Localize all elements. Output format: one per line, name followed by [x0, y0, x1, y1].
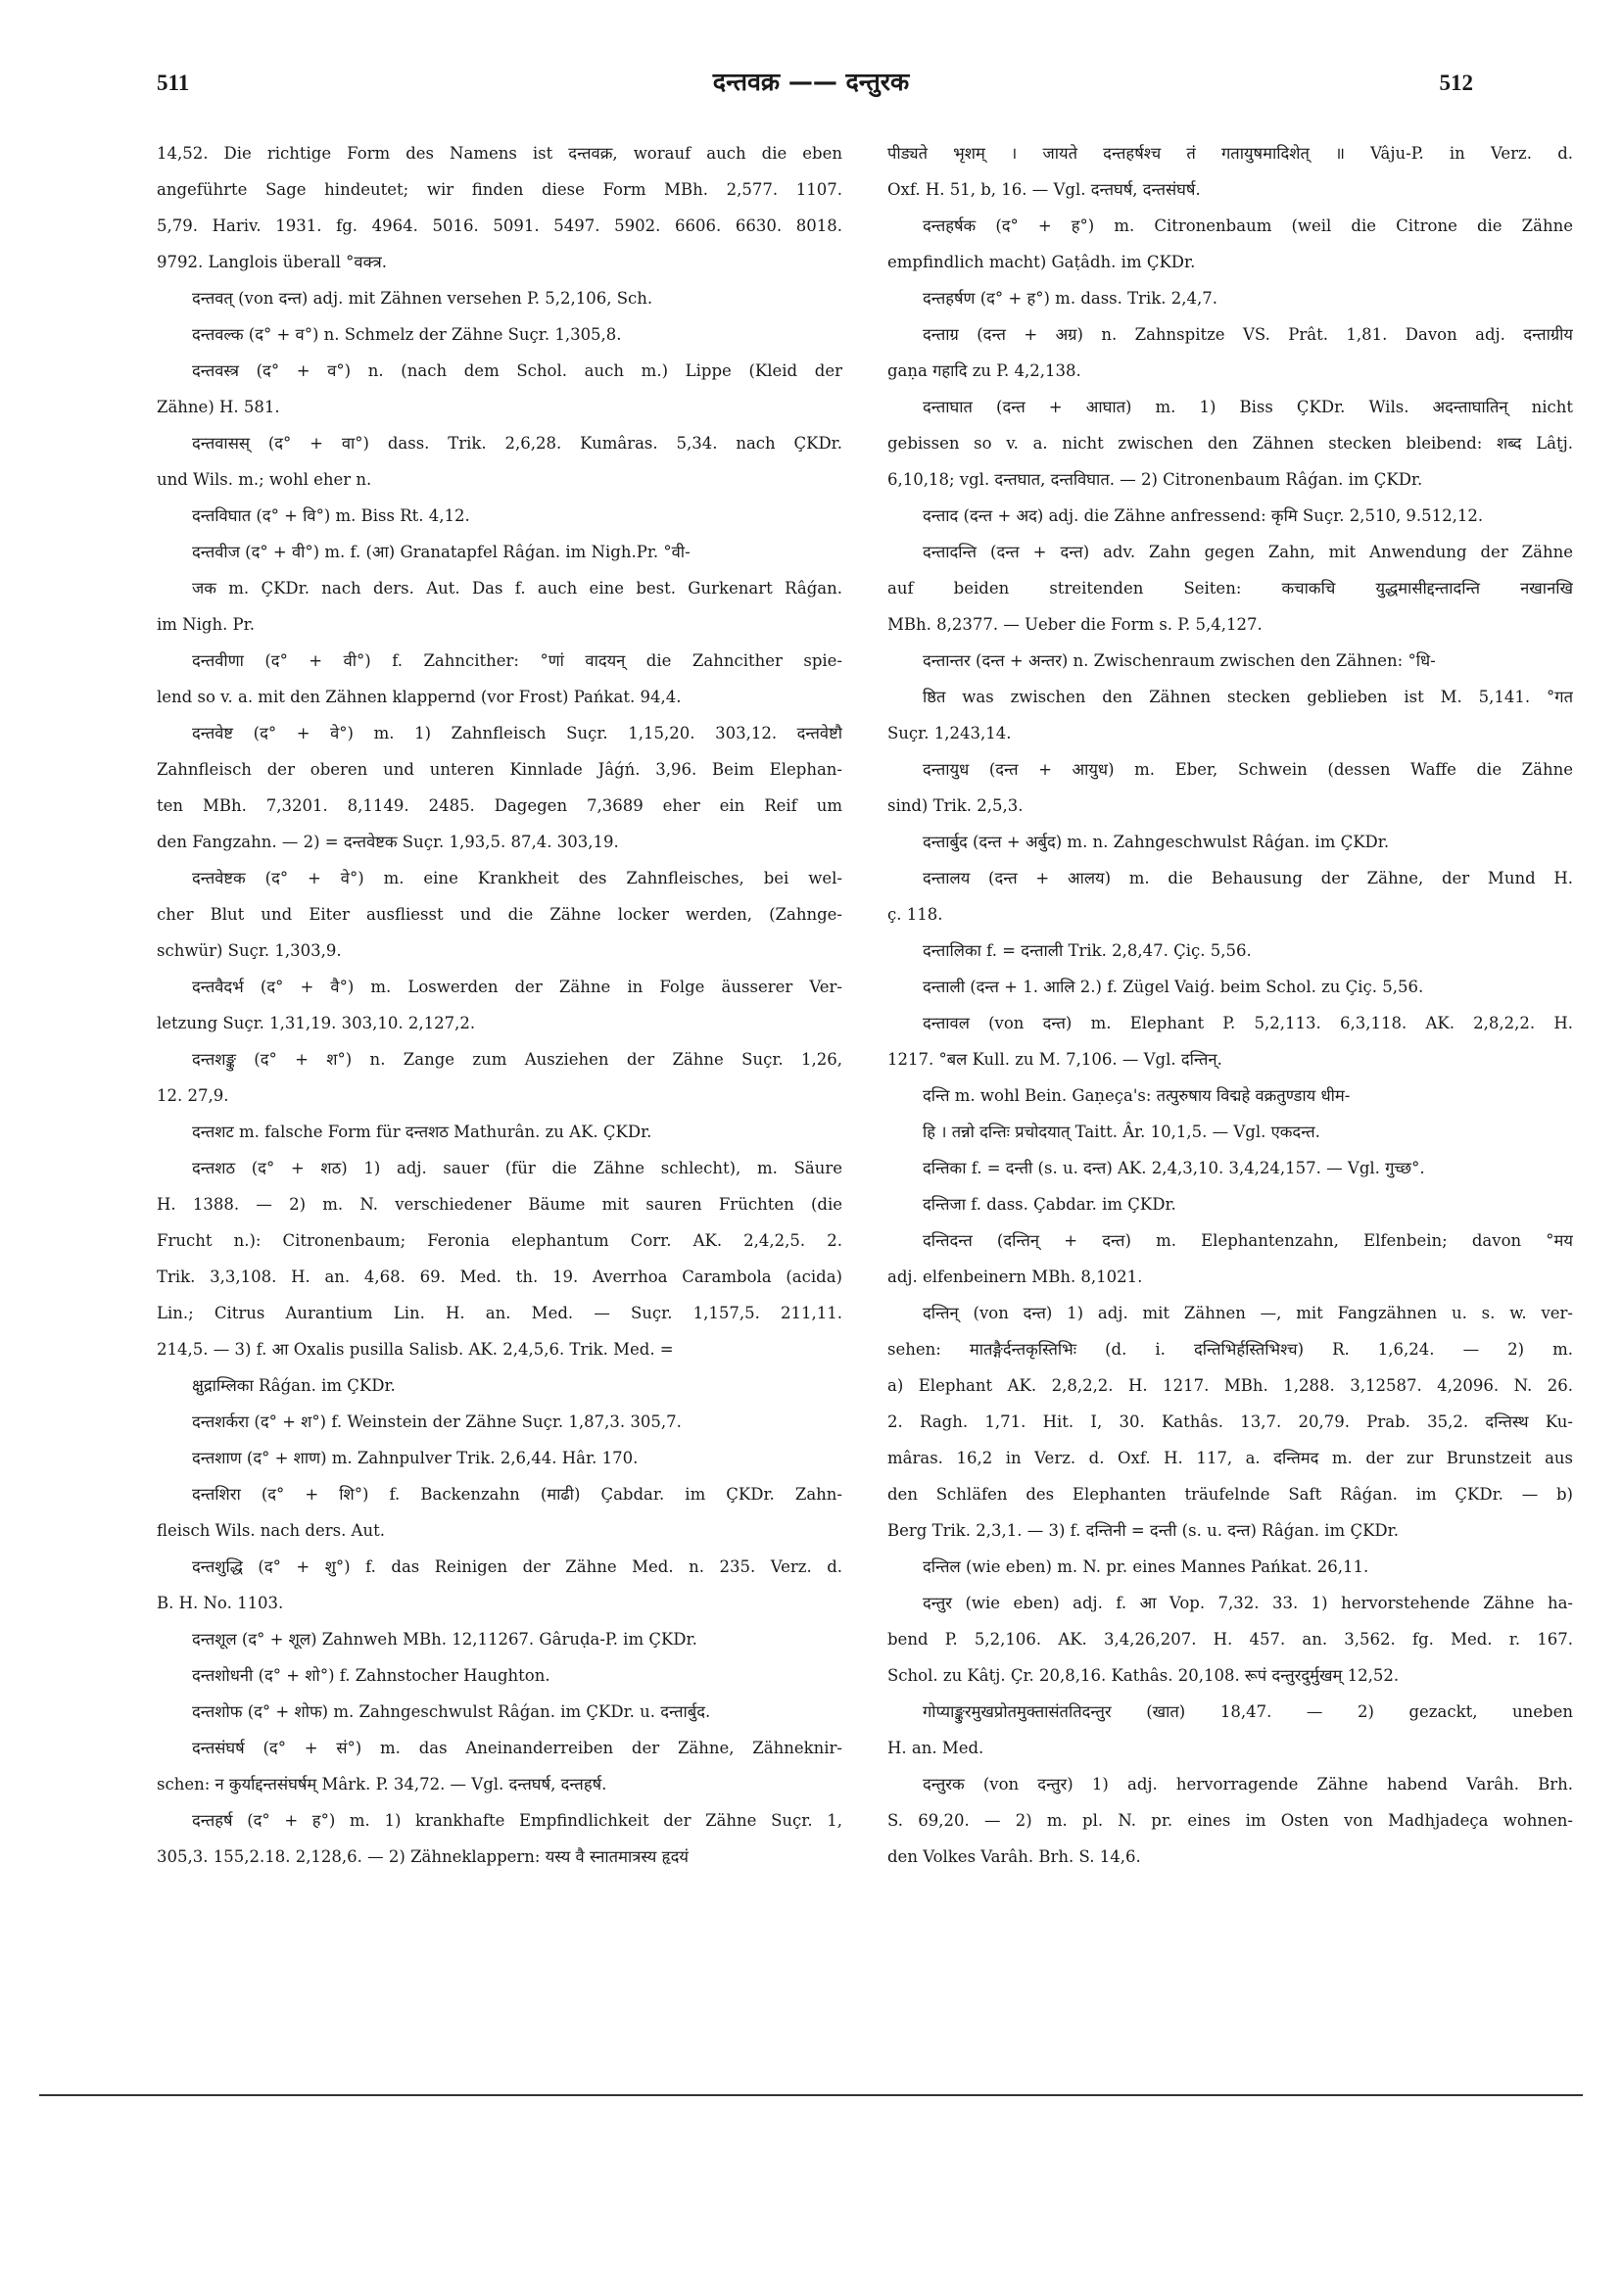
text-line: दन्तहर्ष (द° + ह°) m. 1) krankhafte Empfindlichkeit der Zähne Suçr. 1,: [192, 1811, 842, 1830]
text-line: H. an. Med.: [887, 1739, 984, 1757]
text-line: gebissen so v. a. nicht zwischen den Zähnen stecken bleibend: शब्द Lâṭj.: [887, 434, 1573, 453]
text-line: Berg Trik. 2,3,1. — 3) f. दन्तिनी = दन्ती (s. u. दन्त) Râǵan. im ÇKDr.: [887, 1521, 1399, 1540]
text-line: दन्तवेष्टक (द° + वे°) m. eine Krankheit des Zahnfleisches, bei wel-: [192, 869, 842, 887]
text-line: gaṇa गहादि zu P. 4,2,138.: [887, 361, 1081, 380]
text-line: दन्तिल (wie eben) m. N. pr. eines Mannes Pańkat. 26,11.: [923, 1557, 1369, 1576]
text-line: Trik. 3,3,108. H. an. 4,68. 69. Med. th. 19. Averrhoa Carambola (acida): [157, 1268, 842, 1286]
text-line: दन्ताग्र (दन्त + अग्र) n. Zahnspitze VS. Prât. 1,81. Davon adj. दन्ताग्रीय: [923, 325, 1573, 344]
right-column: [887, 135, 1573, 1875]
text-line: 5,79. Hariv. 1931. fg. 4964. 5016. 5091. 5497. 5902. 6606. 6630. 8018.: [157, 216, 842, 235]
text-line: ten MBh. 7,3201. 8,1149. 2485. Dagegen 7,3689 eher ein Reif um: [157, 796, 842, 815]
text-line: schwür) Suçr. 1,303,9.: [157, 941, 342, 960]
text-line: हि । तन्नो दन्तिः प्रचोदयात् Taitt. Âr. 10,1,5. — Vgl. एकदन्त.: [923, 1123, 1320, 1141]
text-line: दन्तवेष्ट (द° + वे°) m. 1) Zahnfleisch Suçr. 1,15,20. 303,12. दन्तवेष्टौ: [192, 724, 842, 742]
text-line: empfindlich macht) Gaṭâdh. im ÇKDr.: [887, 253, 1196, 271]
text-line: B. H. No. 1103.: [157, 1594, 284, 1612]
text-line: H. 1388. — 2) m. N. verschiedener Bäume mit sauren Früchten (die: [157, 1195, 842, 1214]
text-line: und Wils. m.; wohl eher n.: [157, 470, 372, 489]
text-line: Suçr. 1,243,14.: [887, 724, 1012, 742]
left-column: [157, 135, 842, 1875]
text-line: lend so v. a. mit den Zähnen klappernd (vor Frost) Pańkat. 94,4.: [157, 688, 682, 706]
text-line: 12. 27,9.: [157, 1086, 229, 1105]
text-line: दन्तार्बुद (दन्त + अर्बुद) m. n. Zahngeschwulst Râǵan. im ÇKDr.: [923, 833, 1390, 851]
text-line: दन्तशट m. falsche Form für दन्तशठ Mathurân. zu AK. ÇKDr.: [192, 1123, 652, 1141]
text-line: auf beiden streitenden Seiten: कचाकचि युद्धमासीद्दन्तादन्ति नखानखि: [887, 579, 1573, 598]
text-line: दन्तशठ (द° + शठ) 1) adj. sauer (für die Zähne schlecht), m. Säure: [192, 1159, 842, 1177]
text-line: दन्तशङ्कु (द° + श°) n. Zange zum Ausziehen der Zähne Suçr. 1,26,: [192, 1050, 842, 1069]
text-line: दन्तुरक (von दन्तुर) 1) adj. hervorragende Zähne habend Varâh. Brh.: [923, 1775, 1573, 1794]
text-line: दन्ताली (दन्त + 1. आलि 2.) f. Zügel Vaiǵ. beim Schol. zu Çiç. 5,56.: [923, 978, 1424, 996]
text-line: cher Blut und Eiter ausfliesst und die Zähne locker werden, (Zahnge-: [157, 905, 842, 924]
text-line: den Schläfen des Elephanten träufelnde Saft Râǵan. im ÇKDr. — b): [887, 1485, 1573, 1504]
text-line: 214,5. — 3) f. आ Oxalis pusilla Salisb. AK. 2,4,5,6. Trik. Med. =: [157, 1340, 674, 1359]
text-line: fleisch Wils. nach ders. Aut.: [157, 1521, 385, 1540]
text-line: दन्तशर्करा (द° + श°) f. Weinstein der Zähne Suçr. 1,87,3. 305,7.: [192, 1412, 682, 1431]
text-line: जक m. ÇKDr. nach ders. Aut. Das f. auch eine best. Gurkenart Râǵan.: [192, 579, 842, 598]
page-header: [0, 68, 1622, 110]
text-line: Oxf. H. 51, b, 16. — Vgl. दन्तघर्ष, दन्तसंघर्ष.: [887, 180, 1201, 199]
text-line: sind) Trik. 2,5,3.: [887, 796, 1024, 815]
text-line: दन्तादन्ति (दन्त + दन्त) adv. Zahn gegen Zahn, mit Anwendung der Zähne: [923, 543, 1573, 561]
text-line: क्षुद्राम्लिका Râǵan. im ÇKDr.: [192, 1376, 396, 1395]
text-line: दन्तवैदर्भ (द° + वै°) m. Loswerden der Zähne in Folge äusserer Ver-: [192, 978, 842, 996]
text-line: दन्तवत् (von दन्त) adj. mit Zähnen versehen P. 5,2,106, Sch.: [192, 289, 653, 308]
page-number-left: 511: [157, 71, 190, 95]
text-line: angeführte Sage hindeutet; wir finden diese Form MBh. 2,577. 1107.: [157, 180, 842, 199]
text-line: Zahnfleisch der oberen und unteren Kinnlade Jâǵń. 3,96. Beim Elephan-: [157, 760, 842, 779]
text-line: दन्तशोफ (द° + शोफ) m. Zahngeschwulst Râǵan. im ÇKDr. u. दन्तार्बुद.: [192, 1702, 711, 1721]
text-line: Lin.; Citrus Aurantium Lin. H. an. Med. — Suçr. 1,157,5. 211,11.: [157, 1304, 842, 1322]
text-line: दन्तान्तर (दन्त + अन्तर) n. Zwischenraum zwischen den Zähnen: °धि-: [923, 651, 1436, 670]
text-line: mâras. 16,2 in Verz. d. Oxf. H. 117, a. दन्तिमद m. der zur Brunstzeit aus: [887, 1449, 1573, 1467]
text-line: दन्ताघात (दन्त + आघात) m. 1) Biss ÇKDr. Wils. अदन्ताघातिन् nicht: [923, 398, 1573, 416]
text-line: 9792. Langlois überall °वक्त्र.: [157, 253, 387, 271]
text-line: दन्तुर (wie eben) adj. f. आ Vop. 7,32. 33. 1) hervorstehende Zähne ha-: [923, 1594, 1573, 1612]
text-line: Frucht n.): Citronenbaum; Feronia elephantum Corr. AK. 2,4,2,5. 2.: [157, 1231, 842, 1250]
text-line: दन्तसंघर्ष (द° + सं°) m. das Aneinanderreiben der Zähne, Zähneknir-: [192, 1739, 842, 1757]
text-line: पीड्यते भृशम् । जायते दन्तहर्षश्च तं गतायुषमादिशेत् ॥ Vâju-P. in Verz. d.: [887, 144, 1573, 163]
text-line: Zähne) H. 581.: [157, 398, 280, 416]
page-number-right: 512: [1439, 71, 1473, 95]
text-line: दन्तवीज (द° + वी°) m. f. (आ) Granatapfel Râǵan. im Nigh.Pr. °वी-: [192, 543, 691, 561]
text-line: im Nigh. Pr.: [157, 615, 255, 634]
text-line: दन्तशाण (द° + शाण) m. Zahnpulver Trik. 2,6,44. Hâr. 170.: [192, 1449, 639, 1467]
text-line: दन्तिदन्त (दन्तिन् + दन्त) m. Elephantenzahn, Elfenbein; davon °मय: [923, 1231, 1573, 1250]
text-line: दन्तवस्त्र (द° + व°) n. (nach dem Schol. auch m.) Lippe (Kleid der: [192, 361, 842, 380]
text-line: गोप्याङ्कुरमुखप्रोतमुक्तासंततिदन्तुर (खात) 18,47. — 2) gezackt, uneben: [923, 1702, 1573, 1721]
text-line: den Volkes Varâh. Brh. S. 14,6.: [887, 1847, 1141, 1866]
text-line: दन्तिन् (von दन्त) 1) adj. mit Zähnen —, mit Fangzähnen u. s. w. ver-: [923, 1304, 1573, 1322]
text-line: 2. Ragh. 1,71. Hit. I, 30. Kathâs. 13,7. 20,79. Prab. 35,2. दन्तिस्थ Ku-: [887, 1412, 1573, 1431]
text-line: दन्तालय (दन्त + आलय) m. die Behausung der Zähne, der Mund H.: [923, 869, 1573, 887]
text-line: दन्तिजा f. dass. Çabdar. im ÇKDr.: [923, 1195, 1176, 1214]
text-line: letzung Suçr. 1,31,19. 303,10. 2,127,2.: [157, 1014, 476, 1032]
bottom-rule: [39, 2094, 1583, 2096]
text-line: 1217. °बल Kull. zu M. 7,106. — Vgl. दन्तिन्.: [887, 1050, 1222, 1069]
text-line: 305,3. 155,2.18. 2,128,6. — 2) Zähneklappern: यस्य वै स्नातमात्रस्य हृदयं: [157, 1847, 689, 1866]
text-line: दन्तवीणा (द° + वी°) f. Zahncither: °णां वादयन् die Zahncither spie-: [192, 651, 842, 670]
text-line: दन्ति m. wohl Bein. Gaṇeça's: तत्पुरुषाय विद्महे वक्रतुण्डाय धीम-: [923, 1086, 1351, 1105]
text-line: दन्तायुध (दन्त + आयुध) m. Eber, Schwein (dessen Waffe die Zähne: [923, 760, 1573, 779]
text-line: den Fangzahn. — 2) = दन्तवेष्टक Suçr. 1,93,5. 87,4. 303,19.: [157, 833, 619, 851]
text-line: दन्तालिका f. = दन्ताली Trik. 2,8,47. Çiç. 5,56.: [923, 941, 1252, 960]
text-line: a) Elephant AK. 2,8,2,2. H. 1217. MBh. 1,288. 3,12587. 4,2096. N. 26.: [887, 1376, 1573, 1395]
text-line: schen: न कुर्याद्दन्तसंघर्षम् Mârk. P. 34,72. — Vgl. दन्तघर्ष, दन्तहर्ष.: [157, 1775, 607, 1794]
text-line: दन्तवल्क (द° + व°) n. Schmelz der Zähne Suçr. 1,305,8.: [192, 325, 622, 344]
text-line: 14,52. Die richtige Form des Namens ist दन्तवक्र, worauf auch die eben: [157, 144, 842, 163]
text-line: दन्तविघात (द° + वि°) m. Biss Rt. 4,12.: [192, 506, 470, 525]
text-line: दन्तशूल (द° + शूल) Zahnweh MBh. 12,11267. Gâruḍa-P. im ÇKDr.: [192, 1630, 697, 1649]
text-line: adj. elfenbeinern MBh. 8,1021.: [887, 1268, 1143, 1286]
text-line: दन्तावल (von दन्त) m. Elephant P. 5,2,113. 6,3,118. AK. 2,8,2,2. H.: [923, 1014, 1573, 1032]
text-line: ç. 118.: [887, 905, 943, 924]
running-title: दन्तवक्र —— दन्तुरक: [712, 68, 910, 96]
text-line: दन्तशिरा (द° + शि°) f. Backenzahn (माढी) Çabdar. im ÇKDr. Zahn-: [192, 1485, 842, 1504]
text-line: दन्तवासस् (द° + वा°) dass. Trik. 2,6,28. Kumâras. 5,34. nach ÇKDr.: [192, 434, 842, 453]
text-line: MBh. 8,2377. — Ueber die Form s. P. 5,4,127.: [887, 615, 1263, 634]
text-line: Schol. zu Kâtj. Çr. 20,8,16. Kathâs. 20,108. रूपं दन्तुरदुर्मुखम् 12,52.: [887, 1666, 1400, 1685]
text-line: S. 69,20. — 2) m. pl. N. pr. eines im Osten von Madhjadeça wohnen-: [887, 1811, 1573, 1830]
text-line: bend P. 5,2,106. AK. 3,4,26,207. H. 457. an. 3,562. fg. Med. r. 167.: [887, 1630, 1573, 1649]
text-line: दन्तहर्षण (द° + ह°) m. dass. Trik. 2,4,7.: [923, 289, 1218, 308]
text-line: दन्तहर्षक (द° + ह°) m. Citronenbaum (weil die Citrone die Zähne: [923, 216, 1573, 235]
text-line: 6,10,18; vgl. दन्तघात, दन्तविघात. — 2) Citronenbaum Râǵan. im ÇKDr.: [887, 470, 1423, 489]
text-line: sehen: मातङ्गैर्दन्तकृस्तिभिः (d. i. दन्तिभिर्हस्तिभिश्च) R. 1,6,24. — 2) m.: [887, 1340, 1573, 1359]
text-line: दन्तशुद्धि (द° + शु°) f. das Reinigen der Zähne Med. n. 235. Verz. d.: [192, 1557, 842, 1576]
text-line: दन्ताद (दन्त + अद) adj. die Zähne anfressend: कृमि Suçr. 2,510, 9.512,12.: [923, 506, 1484, 525]
text-line: ष्ठित was zwischen den Zähnen stecken geblieben ist M. 5,141. °गत: [923, 688, 1573, 706]
text-line: दन्तिका f. = दन्ती (s. u. दन्त) AK. 2,4,3,10. 3,4,24,157. — Vgl. गुच्छ°.: [923, 1159, 1425, 1177]
text-line: दन्तशोधनी (द° + शो°) f. Zahnstocher Haughton.: [192, 1666, 550, 1685]
